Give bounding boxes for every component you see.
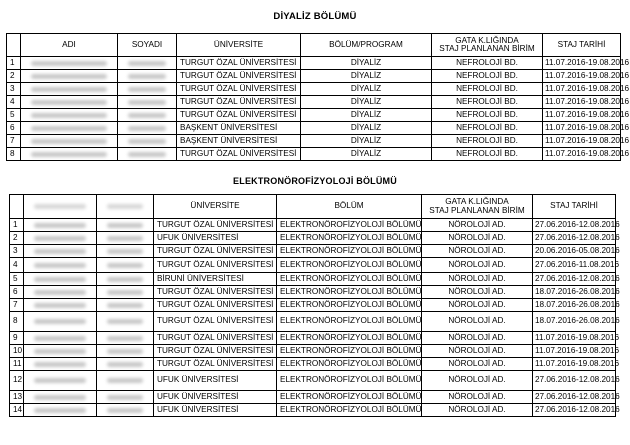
redacted-name	[120, 124, 174, 132]
first-name-cell	[24, 345, 97, 358]
university-cell: TURGUT ÖZAL ÜNİVERSİTESİ	[154, 299, 277, 312]
dates-cell: 20.06.2016-05.08.2016	[533, 245, 616, 258]
dates-cell: 11.07.2016-19.08.2016	[543, 109, 621, 122]
last-name-cell	[118, 70, 177, 83]
university-cell: TURGUT ÖZAL ÜNİVERSİTESİ	[177, 57, 301, 70]
university-cell: TURGUT ÖZAL ÜNİVERSİTESİ	[154, 258, 277, 273]
last-name-cell	[97, 345, 154, 358]
university-cell: UFUK ÜNİVERSİTESİ	[154, 232, 277, 245]
dates-cell: 27.06.2016-12.08.2016	[533, 404, 616, 417]
row-number-cell: 9	[10, 332, 24, 345]
planned-unit-cell: NEFROLOJİ BD.	[432, 135, 543, 148]
first-name-cell	[21, 96, 118, 109]
redacted-name	[26, 275, 94, 283]
last-name-cell	[97, 404, 154, 417]
university-cell: TURGUT ÖZAL ÜNİVERSİTESİ	[177, 109, 301, 122]
dates-cell: 11.07.2016-19.08.2016	[533, 358, 616, 371]
row-number-cell: 2	[7, 70, 21, 83]
redacted-name	[99, 406, 151, 414]
row-number-cell: 5	[10, 273, 24, 286]
first-name-cell	[21, 70, 118, 83]
eeg-section-title: ELEKTRONÖROFİZYOLOJİ BÖLÜMÜ	[233, 176, 397, 186]
redacted-name	[120, 72, 174, 80]
table-row	[10, 358, 616, 371]
university-cell: UFUK ÜNİVERSİTESİ	[154, 371, 277, 391]
col-header-last-name	[97, 195, 154, 219]
redacted-name	[26, 406, 94, 414]
dialysis-section-title: DİYALİZ BÖLÜMÜ	[273, 11, 357, 22]
row-number-cell: 2	[10, 232, 24, 245]
redacted-name	[120, 98, 174, 106]
redacted-name	[26, 360, 94, 368]
row-number-cell: 4	[10, 258, 24, 273]
university-cell: TURGUT ÖZAL ÜNİVERSİTESİ	[154, 332, 277, 345]
redacted-name	[26, 288, 94, 296]
table-row	[10, 299, 616, 312]
table-row	[10, 391, 616, 404]
redacted-name	[120, 59, 174, 67]
planned-unit-cell: NÖROLOJİ AD.	[422, 312, 533, 332]
redacted-name	[23, 85, 115, 93]
dialysis-internship-table	[6, 33, 630, 161]
first-name-cell	[24, 404, 97, 417]
dates-cell: 11.07.2016-19.08.2016	[543, 96, 621, 109]
dates-cell: 11.07.2016-19.08.2016	[543, 70, 621, 83]
col-header-department: BÖLÜM/PROGRAM	[301, 34, 432, 57]
university-cell: TURGUT ÖZAL ÜNİVERSİTESİ	[177, 70, 301, 83]
redacted-name	[26, 247, 94, 255]
redacted-name	[23, 150, 115, 158]
row-number-cell: 8	[7, 148, 21, 161]
redacted-name	[120, 85, 174, 93]
redacted-name	[23, 111, 115, 119]
first-name-cell	[24, 332, 97, 345]
row-number-cell: 3	[10, 245, 24, 258]
department-cell: DİYALİZ	[301, 57, 432, 70]
redacted-name	[120, 111, 174, 119]
first-name-cell	[21, 83, 118, 96]
table-row	[10, 404, 616, 417]
redacted-name	[26, 234, 94, 242]
redacted-name	[99, 261, 151, 269]
row-number-cell: 5	[7, 109, 21, 122]
last-name-cell	[97, 245, 154, 258]
redacted-name	[99, 288, 151, 296]
dates-cell: 27.06.2016-11.08.2016	[533, 258, 616, 273]
university-cell: TURGUT ÖZAL ÜNİVERSİTESİ	[154, 245, 277, 258]
dates-cell: 27.06.2016-12.08.2016	[533, 273, 616, 286]
col-header-university: ÜNİVERSİTE	[154, 195, 277, 219]
planned-unit-cell: NEFROLOJİ BD.	[432, 122, 543, 135]
table-row	[10, 258, 616, 273]
department-cell: ELEKTRONÖROFİZYOLOJİ BÖLÜMÜ	[277, 312, 422, 332]
redacted-name	[99, 275, 151, 283]
planned-unit-cell: NEFROLOJİ BD.	[432, 70, 543, 83]
last-name-cell	[118, 57, 177, 70]
table-header-row	[7, 34, 621, 57]
redacted-name	[26, 317, 94, 325]
department-cell: ELEKTRONÖROFİZYOLOJİ BÖLÜMÜ	[277, 232, 422, 245]
planned-unit-cell: NÖROLOJİ AD.	[422, 371, 533, 391]
redacted-name	[99, 334, 151, 342]
row-number-cell: 4	[7, 96, 21, 109]
row-number-cell: 10	[10, 345, 24, 358]
university-cell: UFUK ÜNİVERSİTESİ	[154, 404, 277, 417]
department-cell: DİYALİZ	[301, 96, 432, 109]
redacted-name	[26, 261, 94, 269]
planned-unit-cell: NÖROLOJİ AD.	[422, 404, 533, 417]
university-cell: TURGUT ÖZAL ÜNİVERSİTESİ	[177, 148, 301, 161]
redacted-name	[26, 376, 94, 384]
department-cell: DİYALİZ	[301, 83, 432, 96]
redacted-name	[99, 234, 151, 242]
redacted-name	[23, 59, 115, 67]
table-row	[10, 245, 616, 258]
last-name-cell	[97, 371, 154, 391]
planned-unit-cell: NEFROLOJİ BD.	[432, 109, 543, 122]
first-name-cell	[24, 286, 97, 299]
redacted-name	[99, 221, 151, 229]
col-header-first-name	[24, 195, 97, 219]
first-name-cell	[21, 135, 118, 148]
first-name-cell	[21, 109, 118, 122]
redacted-name	[23, 137, 115, 145]
row-number-cell: 13	[10, 391, 24, 404]
row-number-cell: 6	[10, 286, 24, 299]
university-cell: TURGUT ÖZAL ÜNİVERSİTESİ	[154, 312, 277, 332]
dates-cell: 18.07.2016-26.08.2016	[533, 286, 616, 299]
redacted-name	[23, 72, 115, 80]
table-row	[7, 70, 621, 83]
university-cell: TURGUT ÖZAL ÜNİVERSİTESİ	[154, 345, 277, 358]
dates-cell: 11.07.2016-19.08.2016	[543, 135, 621, 148]
first-name-cell	[21, 57, 118, 70]
last-name-cell	[97, 258, 154, 273]
planned-unit-cell: NÖROLOJİ AD.	[422, 332, 533, 345]
col-header-planned-unit-line1: GATA K.LIĞINDA	[455, 35, 519, 45]
table-row	[7, 109, 621, 122]
department-cell: ELEKTRONÖROFİZYOLOJİ BÖLÜMÜ	[277, 391, 422, 404]
table-row	[10, 345, 616, 358]
redacted-name	[99, 347, 151, 355]
col-header-planned-unit-line2: STAJ PLANLANAN BİRİM	[429, 205, 525, 215]
first-name-cell	[21, 148, 118, 161]
first-name-cell	[24, 371, 97, 391]
eeg-internship-table	[9, 194, 620, 417]
col-header-planned-unit-line1: GATA K.LIĞINDA	[445, 197, 509, 207]
dates-cell: 11.07.2016-19.08.2016	[543, 83, 621, 96]
dates-cell: 27.06.2016-12.08.2016	[533, 219, 616, 232]
dates-cell: 27.06.2016-12.08.2016	[533, 391, 616, 404]
department-cell: DİYALİZ	[301, 109, 432, 122]
department-cell: DİYALİZ	[301, 135, 432, 148]
department-cell: ELEKTRONÖROFİZYOLOJİ BÖLÜMÜ	[277, 358, 422, 371]
col-header-planned-unit	[422, 195, 533, 219]
last-name-cell	[118, 148, 177, 161]
department-cell: DİYALİZ	[301, 122, 432, 135]
first-name-cell	[24, 232, 97, 245]
university-cell: TURGUT ÖZAL ÜNİVERSİTESİ	[177, 96, 301, 109]
table-row	[10, 371, 616, 391]
last-name-cell	[97, 391, 154, 404]
university-cell: UFUK ÜNİVERSİTESİ	[154, 391, 277, 404]
redacted-name	[99, 317, 151, 325]
planned-unit-cell: NEFROLOJİ BD.	[432, 57, 543, 70]
last-name-cell	[118, 135, 177, 148]
row-number-cell: 8	[10, 312, 24, 332]
col-header-dates: STAJ TARİHİ	[543, 34, 621, 57]
department-cell: ELEKTRONÖROFİZYOLOJİ BÖLÜMÜ	[277, 273, 422, 286]
table-row	[10, 286, 616, 299]
redacted-name	[99, 393, 151, 401]
last-name-cell	[118, 96, 177, 109]
first-name-cell	[24, 312, 97, 332]
row-number-cell: 7	[7, 135, 21, 148]
col-header-university: ÜNİVERSİTE	[177, 34, 301, 57]
last-name-cell	[118, 109, 177, 122]
last-name-cell	[97, 286, 154, 299]
table-row	[7, 148, 621, 161]
col-header-number	[7, 34, 21, 57]
dates-cell: 11.07.2016-19.08.2016	[533, 332, 616, 345]
row-number-cell: 12	[10, 371, 24, 391]
department-cell: ELEKTRONÖROFİZYOLOJİ BÖLÜMÜ	[277, 332, 422, 345]
table-row	[7, 57, 621, 70]
first-name-cell	[24, 391, 97, 404]
table-header-row	[10, 195, 616, 219]
redacted-name	[23, 98, 115, 106]
last-name-cell	[97, 358, 154, 371]
row-number-cell: 14	[10, 404, 24, 417]
dates-cell: 18.07.2016-26.08.2016	[533, 312, 616, 332]
redacted-name	[26, 347, 94, 355]
redacted-name	[120, 150, 174, 158]
last-name-cell	[97, 332, 154, 345]
row-number-cell: 1	[10, 219, 24, 232]
planned-unit-cell: NÖROLOJİ AD.	[422, 232, 533, 245]
department-cell: ELEKTRONÖROFİZYOLOJİ BÖLÜMÜ	[277, 404, 422, 417]
first-name-cell	[24, 273, 97, 286]
col-header-first-name: ADI	[21, 34, 118, 57]
planned-unit-cell: NÖROLOJİ AD.	[422, 286, 533, 299]
table-row	[7, 96, 621, 109]
planned-unit-cell: NÖROLOJİ AD.	[422, 299, 533, 312]
table-row	[7, 122, 621, 135]
last-name-cell	[97, 219, 154, 232]
department-cell: ELEKTRONÖROFİZYOLOJİ BÖLÜMÜ	[277, 345, 422, 358]
table-row	[10, 273, 616, 286]
dates-cell: 27.06.2016-12.08.2016	[533, 232, 616, 245]
first-name-cell	[24, 219, 97, 232]
redacted-name	[26, 301, 94, 309]
first-name-cell	[21, 122, 118, 135]
col-header-number	[10, 195, 24, 219]
planned-unit-cell: NÖROLOJİ AD.	[422, 358, 533, 371]
redacted-name	[99, 360, 151, 368]
university-cell: TURGUT ÖZAL ÜNİVERSİTESİ	[154, 358, 277, 371]
table-row	[10, 232, 616, 245]
dates-cell: 11.07.2016-19.08.2016	[533, 345, 616, 358]
col-header-dates: STAJ TARİHİ	[533, 195, 616, 219]
university-cell: BAŞKENT ÜNİVERSİTESİ	[177, 135, 301, 148]
department-cell: ELEKTRONÖROFİZYOLOJİ BÖLÜMÜ	[277, 219, 422, 232]
department-cell: ELEKTRONÖROFİZYOLOJİ BÖLÜMÜ	[277, 371, 422, 391]
university-cell: TURGUT ÖZAL ÜNİVERSİTESİ	[154, 286, 277, 299]
university-cell: TURGUT ÖZAL ÜNİVERSİTESİ	[154, 219, 277, 232]
university-cell: TURGUT ÖZAL ÜNİVERSİTESİ	[177, 83, 301, 96]
row-number-cell: 7	[10, 299, 24, 312]
department-cell: ELEKTRONÖROFİZYOLOJİ BÖLÜMÜ	[277, 286, 422, 299]
redacted-name	[99, 376, 151, 384]
planned-unit-cell: NÖROLOJİ AD.	[422, 345, 533, 358]
redacted-name	[26, 221, 94, 229]
last-name-cell	[118, 122, 177, 135]
table-row	[10, 219, 616, 232]
first-name-cell	[24, 299, 97, 312]
col-header-department: BÖLÜM	[277, 195, 422, 219]
dates-cell: 11.07.2016-19.08.2016	[543, 122, 621, 135]
first-name-cell	[24, 358, 97, 371]
row-number-cell: 3	[7, 83, 21, 96]
last-name-cell	[118, 83, 177, 96]
dates-cell: 11.07.2016-19.08.2016	[543, 57, 621, 70]
redacted-name	[99, 247, 151, 255]
col-header-planned-unit	[432, 34, 543, 57]
table-row	[10, 312, 616, 332]
dates-cell: 18.07.2016-26.08.2016	[533, 299, 616, 312]
last-name-cell	[97, 232, 154, 245]
university-cell: BİRUNİ ÜNİVERSİTESİ	[154, 273, 277, 286]
last-name-cell	[97, 312, 154, 332]
row-number-cell: 6	[7, 122, 21, 135]
row-number-cell: 1	[7, 57, 21, 70]
planned-unit-cell: NÖROLOJİ AD.	[422, 245, 533, 258]
redacted-name	[23, 124, 115, 132]
planned-unit-cell: NEFROLOJİ BD.	[432, 148, 543, 161]
first-name-cell	[24, 245, 97, 258]
planned-unit-cell: NÖROLOJİ AD.	[422, 219, 533, 232]
redacted-name	[26, 334, 94, 342]
planned-unit-cell: NÖROLOJİ AD.	[422, 391, 533, 404]
col-header-planned-unit-line2: STAJ PLANLANAN BİRİM	[439, 44, 535, 53]
department-cell: ELEKTRONÖROFİZYOLOJİ BÖLÜMÜ	[277, 299, 422, 312]
planned-unit-cell: NEFROLOJİ BD.	[432, 83, 543, 96]
planned-unit-cell: NÖROLOJİ AD.	[422, 258, 533, 273]
university-cell: BAŞKENT ÜNİVERSİTESİ	[177, 122, 301, 135]
col-header-last-name: SOYADI	[118, 34, 177, 57]
redacted-name	[99, 301, 151, 309]
table-row	[10, 332, 616, 345]
dates-cell: 11.07.2016-19.08.2016	[543, 148, 621, 161]
dates-cell: 27.06.2016-12.08.2016	[533, 371, 616, 391]
planned-unit-cell: NÖROLOJİ AD.	[422, 273, 533, 286]
department-cell: DİYALİZ	[301, 70, 432, 83]
department-cell: ELEKTRONÖROFİZYOLOJİ BÖLÜMÜ	[277, 245, 422, 258]
department-cell: ELEKTRONÖROFİZYOLOJİ BÖLÜMÜ	[277, 258, 422, 273]
redacted-name	[26, 393, 94, 401]
table-row	[7, 83, 621, 96]
last-name-cell	[97, 299, 154, 312]
planned-unit-cell: NEFROLOJİ BD.	[432, 96, 543, 109]
table-row	[7, 135, 621, 148]
row-number-cell: 11	[10, 358, 24, 371]
redacted-name	[120, 137, 174, 145]
first-name-cell	[24, 258, 97, 273]
department-cell: DİYALİZ	[301, 148, 432, 161]
last-name-cell	[97, 273, 154, 286]
